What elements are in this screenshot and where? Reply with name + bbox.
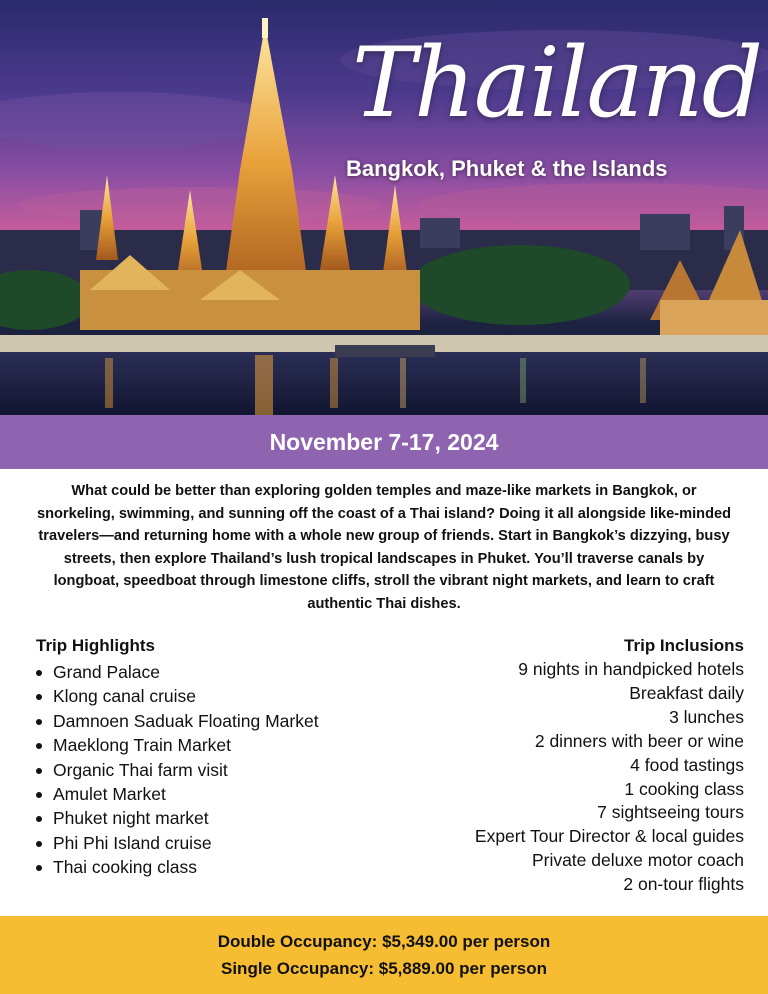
inclusions-heading: Trip Inclusions bbox=[624, 636, 744, 655]
inclusions-list bbox=[384, 658, 744, 897]
inclusion-item: 4 food tastings bbox=[630, 754, 744, 775]
bullet-icon bbox=[36, 694, 42, 700]
highlight-item: Thai cooking class bbox=[36, 855, 396, 879]
double-occupancy-price: Double Occupancy: $5,349.00 per person bbox=[217, 932, 551, 951]
highlight-item: Grand Palace bbox=[36, 660, 396, 684]
bullet-icon bbox=[36, 792, 42, 798]
hero-image bbox=[0, 0, 768, 415]
trip-highlights bbox=[36, 634, 396, 880]
inclusion-item: 2 on-tour flights bbox=[623, 874, 744, 895]
intro-paragraph: What could be better than exploring golden temples and maze-like markets in Bangkok, or snorkeling, swimming, and sunning off the coast of a Thai island? Doing it all alongside like-minded travelers—and returning home with a whole new group of friends. Start in Bangkok’s dizzying, busy streets, then explore Thailand’s lush tropical landscapes in Phuket. You’ll traverse canals by longboat, speedboat through limestone cliffs, stroll the vibrant night markets, and learn to craft authentic Thai dishes. bbox=[36, 483, 732, 612]
bullet-icon bbox=[36, 719, 42, 725]
inclusion-item: 9 nights in handpicked hotels bbox=[518, 659, 744, 679]
inclusion-item: Expert Tour Director & local guides bbox=[474, 826, 744, 847]
inclusion-item: Breakfast daily bbox=[629, 682, 744, 703]
trip-inclusions bbox=[384, 634, 744, 897]
highlight-item: Maeklong Train Market bbox=[36, 733, 396, 757]
highlights-list bbox=[36, 660, 396, 880]
pricing-banner bbox=[0, 916, 768, 994]
inclusion-item: 7 sightseeing tours bbox=[597, 802, 744, 823]
inclusion-item: 1 cooking class bbox=[624, 778, 744, 799]
inclusion-item: Private deluxe motor coach bbox=[531, 850, 744, 871]
bullet-icon bbox=[36, 841, 42, 847]
bullet-icon bbox=[36, 743, 42, 749]
bullet-icon bbox=[36, 865, 42, 871]
highlight-item: Phi Phi Island cruise bbox=[36, 831, 396, 855]
hero-title: Thailand bbox=[352, 27, 762, 139]
highlight-item: Phuket night market bbox=[36, 806, 396, 830]
date-banner bbox=[0, 415, 768, 469]
bullet-icon bbox=[36, 816, 42, 822]
inclusion-item: 2 dinners with beer or wine bbox=[534, 730, 744, 751]
bullet-icon bbox=[36, 670, 42, 676]
bullet-icon bbox=[36, 768, 42, 774]
highlights-heading: Trip Highlights bbox=[36, 636, 155, 655]
hero-subtitle: Bangkok, Phuket & the Islands bbox=[346, 156, 668, 181]
inclusion-item: 3 lunches bbox=[669, 706, 744, 727]
highlight-item: Amulet Market bbox=[36, 782, 396, 806]
single-occupancy-price: Single Occupancy: $5,889.00 per person bbox=[221, 959, 547, 978]
highlight-item: Damnoen Saduak Floating Market bbox=[36, 709, 396, 733]
trip-dates: November 7-17, 2024 bbox=[269, 428, 499, 455]
highlight-item: Klong canal cruise bbox=[36, 684, 396, 708]
highlight-item: Organic Thai farm visit bbox=[36, 758, 396, 782]
